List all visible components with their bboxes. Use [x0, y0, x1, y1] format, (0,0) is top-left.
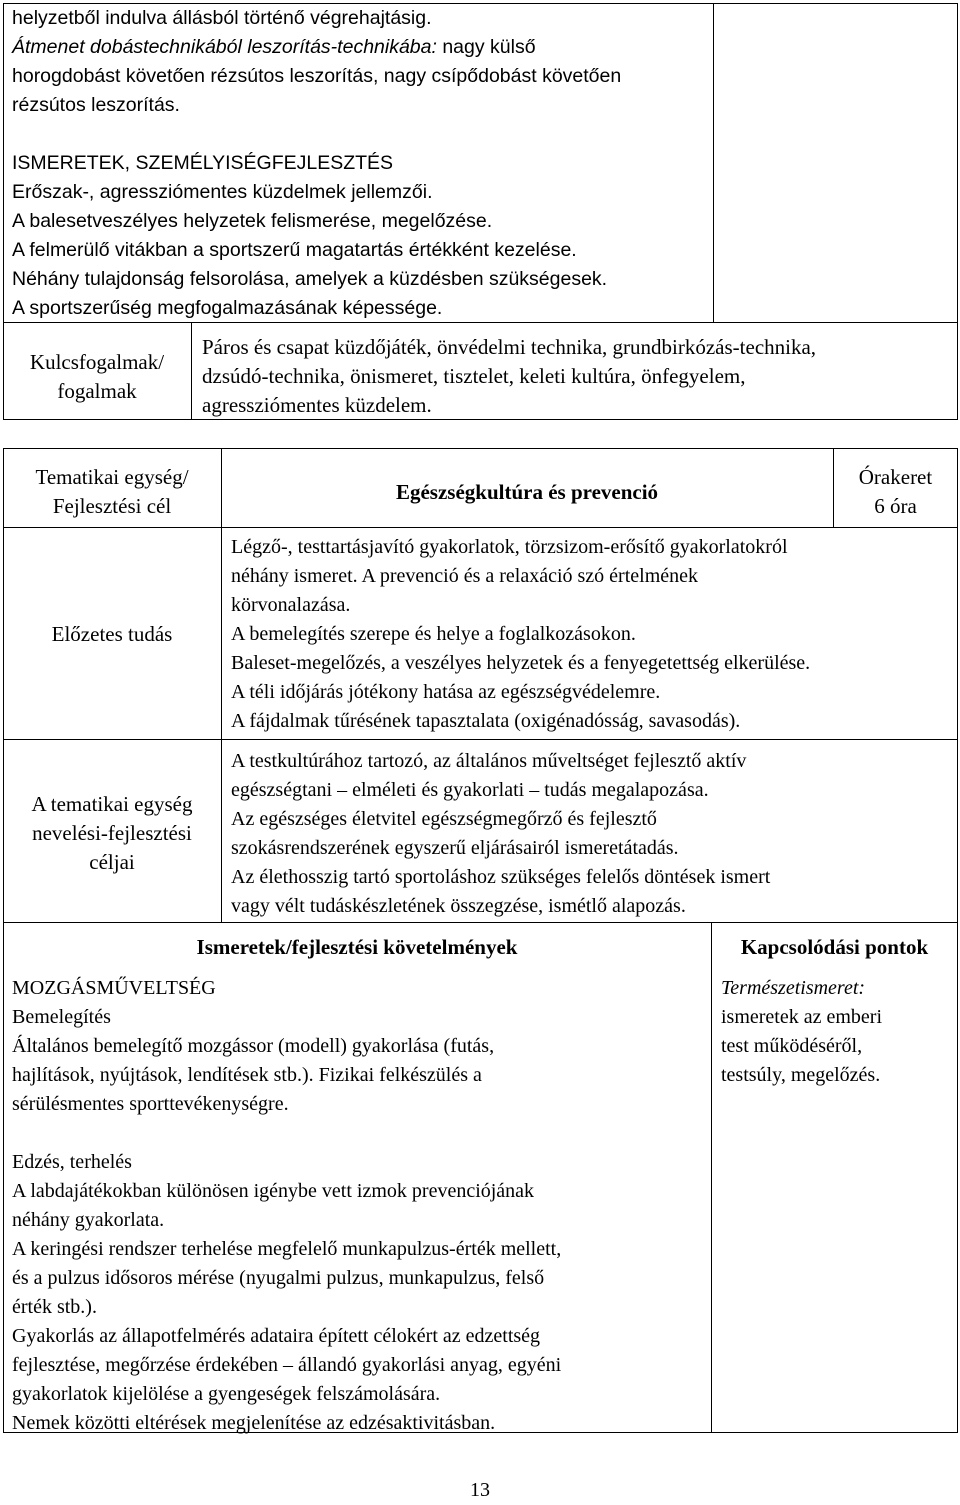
- goals-text: [231, 747, 770, 921]
- knowledge-line: Erőszak-, agressziómentes küzdelmek jellemzői.: [12, 181, 433, 203]
- requirements-line: Nemek közötti eltérések megjelenítése az edzésaktivitásban.: [12, 1412, 496, 1434]
- requirements-line: és a pulzus idősoros mérése (nyugalmi pulzus, munkapulzus, felső: [12, 1267, 545, 1289]
- goals-row-divider: [3, 922, 958, 923]
- goals-line: Az egészséges életvitel egészségmegőrző és fejlesztő: [231, 808, 657, 830]
- requirements-line: érték stb.).: [12, 1296, 97, 1318]
- prior-line: A fájdalmak tűrésének tapasztalata (oxigénadósság, savasodás).: [231, 710, 741, 732]
- connections-heading: Kapcsolódási pontok: [740, 935, 929, 959]
- unit-label-divider: [221, 448, 222, 923]
- top-cell-text: [12, 4, 621, 323]
- connections-text: [721, 974, 882, 1090]
- requirements-text: [12, 974, 561, 1438]
- requirements-heading-caps: MOZGÁSMŰVELTSÉG: [12, 977, 216, 999]
- unit-title: Egészségkultúra és prevenció: [395, 480, 659, 504]
- text-line: horogdobást követően rézsútos leszorítás, nagy csípődobást követően: [12, 65, 622, 87]
- key-concepts-label-line: fogalmak: [57, 379, 137, 403]
- requirements-line: fejlesztése, megőrzése érdekében – állandó gyakorlási anyag, egyéni: [12, 1354, 562, 1376]
- connections-subject: Természetismeret:: [721, 977, 866, 999]
- prior-row-divider: [3, 739, 958, 740]
- goals-line: A testkultúrához tartozó, az általános műveltséget fejlesztő aktív: [231, 750, 747, 772]
- knowledge-line: Néhány tulajdonság felsorolása, amelyek a küzdésben szükségesek.: [12, 268, 608, 290]
- prior-line: körvonalazása.: [231, 594, 351, 616]
- text-line: rézsútos leszorítás.: [12, 94, 180, 116]
- key-concepts-divider: [191, 322, 192, 420]
- prior-line: néhány ismeret. A prevenció és a relaxáció szó értelmének: [231, 565, 699, 587]
- goals-line: szokásrendszerének egyszerű eljárásairól ismeretátadás.: [231, 837, 679, 859]
- knowledge-line: A balesetveszélyes helyzetek felismerése, megelőzése.: [12, 210, 493, 232]
- requirements-line: gyakorlatok kijelölése a gyengeségek felszámolására.: [12, 1383, 441, 1405]
- goals-line: vagy vélt tudáskészletének összegzése, ismétlő alapozás.: [231, 895, 686, 917]
- key-concepts-line: Páros és csapat küzdőjáték, önvédelmi technika, grundbirkózás-technika,: [202, 335, 817, 359]
- requirements-line: Általános bemelegítő mozgássor (modell) gyakorlása (futás,: [12, 1035, 495, 1057]
- requirements-divider: [711, 922, 712, 1433]
- unit-label-line: Fejlesztési cél: [52, 494, 172, 518]
- requirements-line: néhány gyakorlata.: [12, 1209, 165, 1231]
- requirements-heading: Ismeretek/fejlesztési követelmények: [196, 935, 518, 959]
- goals-line: egészségtani – elméleti és gyakorlati – tudás megalapozása.: [231, 779, 709, 801]
- goals-line: Az élethosszig tartó sportoláshoz szükséges felelős döntések ismert: [231, 866, 771, 888]
- goals-label-line: céljai: [89, 850, 135, 874]
- key-concepts-label: [3, 348, 191, 406]
- connections-line: testsúly, megelőzés.: [721, 1064, 881, 1086]
- unit-label-line: Tematikai egység/: [35, 465, 189, 489]
- key-concepts-line: dzsúdó-technika, önismeret, tisztelet, keleti kultúra, önfegyelem,: [202, 364, 746, 388]
- goals-label-line: A tematikai egység: [31, 792, 193, 816]
- goals-label: [3, 790, 221, 877]
- requirements-line: Edzés, terhelés: [12, 1151, 132, 1173]
- prior-knowledge-text: [231, 533, 810, 736]
- key-concepts-line: agressziómentes küzdelem.: [202, 393, 432, 417]
- hours-cell: [833, 463, 958, 521]
- transition-line: [12, 33, 621, 62]
- requirements-line: A labdajátékokban különösen igénybe vett izmok prevenciójának: [12, 1180, 535, 1202]
- prior-line: Légző-, testtartásjavító gyakorlatok, törzsizom-erősítő gyakorlatokról: [231, 536, 788, 558]
- key-concepts-label-line: Kulcsfogalmak/: [29, 350, 165, 374]
- prior-line: A téli időjárás jótékony hatása az egészségvédelemre.: [231, 681, 661, 703]
- requirements-line: hajlítások, nyújtások, lendítések stb.). Fizikai felkészülés a: [12, 1064, 482, 1086]
- prior-line: A bemelegítés szerepe és helye a foglalkozásokon.: [231, 623, 636, 645]
- unit-header-row-divider: [3, 527, 958, 528]
- requirements-line: A keringési rendszer terhelése megfelelő munkapulzus-érték mellett,: [12, 1238, 562, 1260]
- text-line: helyzetből indulva állásból történő végrehajtásig.: [12, 7, 432, 29]
- requirements-line: Bemelegítés: [12, 1006, 111, 1028]
- page-number: 13: [470, 1479, 490, 1501]
- hours-value: 6 óra: [874, 494, 917, 518]
- key-concepts-text: [202, 333, 816, 420]
- top-table-right-divider: [713, 3, 714, 323]
- requirements-line: Gyakorlás az állapotfelmérés adataira épített célokért az edzettség: [12, 1325, 541, 1347]
- prior-knowledge-label: Előzetes tudás: [51, 622, 173, 646]
- knowledge-line: A felmerülő vitákban a sportszerű magatartás értékként kezelése.: [12, 239, 577, 261]
- prior-line: Baleset-megelőzés, a veszélyes helyzetek és a fenyegetettség elkerülése.: [231, 652, 811, 674]
- hours-label: Órakeret: [858, 465, 933, 489]
- connections-line: test működéséről,: [721, 1035, 863, 1057]
- connections-line: ismeretek az emberi: [721, 1006, 883, 1028]
- knowledge-heading: ISMERETEK, SZEMÉLYISÉGFEJLESZTÉS: [12, 152, 394, 174]
- transition-label: Átmenet dobástechnikából leszorítás-technikába:: [12, 36, 437, 58]
- unit-label: [3, 463, 221, 521]
- goals-label-line: nevelési-fejlesztési: [32, 821, 192, 845]
- requirements-line: sérülésmentes sporttevékenységre.: [12, 1093, 289, 1115]
- transition-text: nagy külső: [436, 36, 536, 58]
- knowledge-line: A sportszerűség megfogalmazásának képessége.: [12, 297, 443, 319]
